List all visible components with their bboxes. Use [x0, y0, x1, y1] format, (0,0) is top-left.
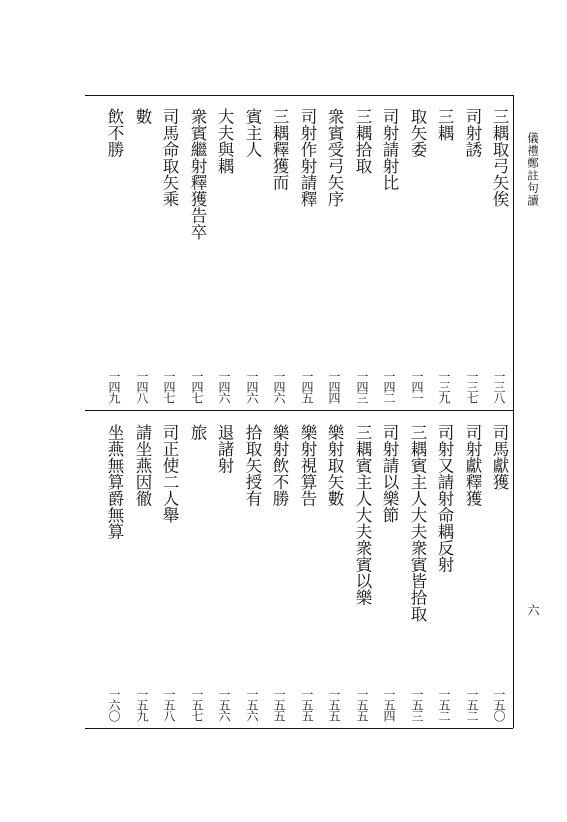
toc-entry-title: 司射請射比	[380, 108, 399, 191]
toc-entry-title: 大夫與耦	[215, 108, 234, 174]
toc-entry-title: 三耦拾取	[353, 108, 372, 174]
toc-entry-page: 一四七	[162, 370, 176, 403]
toc-entry-title: 司射誘	[463, 108, 482, 158]
toc-entry-page: 一四二	[382, 370, 396, 403]
toc-entry-page: 一五五	[355, 688, 369, 721]
toc-entry-page: 一四一	[410, 370, 424, 403]
toc-entry-title: 樂射視算告	[298, 424, 317, 507]
toc-entry-page: 一四四	[327, 370, 341, 403]
toc-entry-page: 一五六	[245, 688, 259, 721]
toc-entry-page: 一三八	[492, 370, 506, 403]
toc-entry-page: 一四七	[190, 370, 204, 403]
middle-border-rule	[85, 410, 513, 411]
toc-entry-page: 一四五	[300, 370, 314, 403]
toc-entry-title: 司馬獻獲	[490, 424, 509, 490]
toc-entry-title: 退諸射	[215, 424, 234, 474]
toc-entry-title: 坐燕無算爵無算	[105, 424, 124, 540]
toc-entry-page: 一五二	[465, 688, 479, 721]
toc-entry-title: 請坐燕因徹	[133, 424, 152, 507]
bottom-border-rule	[85, 728, 513, 729]
toc-entry-page: 一五八	[162, 688, 176, 721]
toc-entry-page: 一五五	[300, 688, 314, 721]
toc-entry-title: 數	[133, 108, 152, 125]
toc-entry-title: 取矢委	[408, 108, 427, 158]
toc-entry-page: 一四六	[245, 370, 259, 403]
toc-entry-title: 旅	[188, 424, 207, 441]
toc-entry-title: 樂射取矢數	[325, 424, 344, 507]
right-border-rule	[513, 95, 514, 728]
toc-entry-title: 三耦釋獲而	[270, 108, 289, 191]
toc-entry-page: 一四六	[272, 370, 286, 403]
toc-entry-page: 一五六	[217, 688, 231, 721]
toc-entry-title: 樂射飲不勝	[270, 424, 289, 507]
toc-entry-title: 賓主人	[243, 108, 262, 158]
toc-entry-page: 一六〇	[107, 688, 121, 721]
toc-entry-title: 司正使二人舉	[160, 424, 179, 523]
toc-entry-page: 一四三	[355, 370, 369, 403]
toc-entry-title: 三耦賓主人大夫衆賓皆拾取	[408, 424, 427, 622]
toc-entry-title: 三耦	[435, 108, 454, 141]
toc-entry-title: 司馬命取矢乘	[160, 108, 179, 207]
toc-entry-title: 司射作射請釋	[298, 108, 317, 207]
toc-entry-page: 一五三	[410, 688, 424, 721]
toc-entry-page: 一五四	[382, 688, 396, 721]
toc-entry-page: 一五二	[437, 688, 451, 721]
toc-entry-title: 司射請以樂節	[380, 424, 399, 523]
toc-entry-title: 拾取矢授有	[243, 424, 262, 507]
toc-entry-title: 衆賓受弓矢序	[325, 108, 344, 207]
toc-entry-page: 一五〇	[492, 688, 506, 721]
toc-entry-page: 一三七	[465, 370, 479, 403]
toc-entry-page: 一四六	[217, 370, 231, 403]
toc-entry-title: 三耦取弓矢俟	[490, 108, 509, 207]
toc-entry-title: 衆賓繼射釋獲告卒	[188, 108, 207, 240]
toc-entry-page: 一四九	[107, 370, 121, 403]
top-border-rule	[85, 95, 513, 96]
book-title: 儀禮鄭註句讀	[526, 132, 540, 207]
folio-number: 六	[526, 604, 540, 616]
toc-entry-title: 司射又請射命耦反射	[435, 424, 454, 573]
toc-entry-title: 三耦賓主人大夫衆賓以樂	[353, 424, 372, 606]
toc-entry-page: 一五九	[135, 688, 149, 721]
toc-entry-title: 飲不勝	[105, 108, 124, 158]
toc-entry-page: 一五五	[327, 688, 341, 721]
toc-entry-page: 一五七	[190, 688, 204, 721]
toc-entry-title: 司射獻釋獲	[463, 424, 482, 507]
toc-entry-page: 一五五	[272, 688, 286, 721]
toc-entry-page: 一四八	[135, 370, 149, 403]
toc-entry-page: 一三九	[437, 370, 451, 403]
